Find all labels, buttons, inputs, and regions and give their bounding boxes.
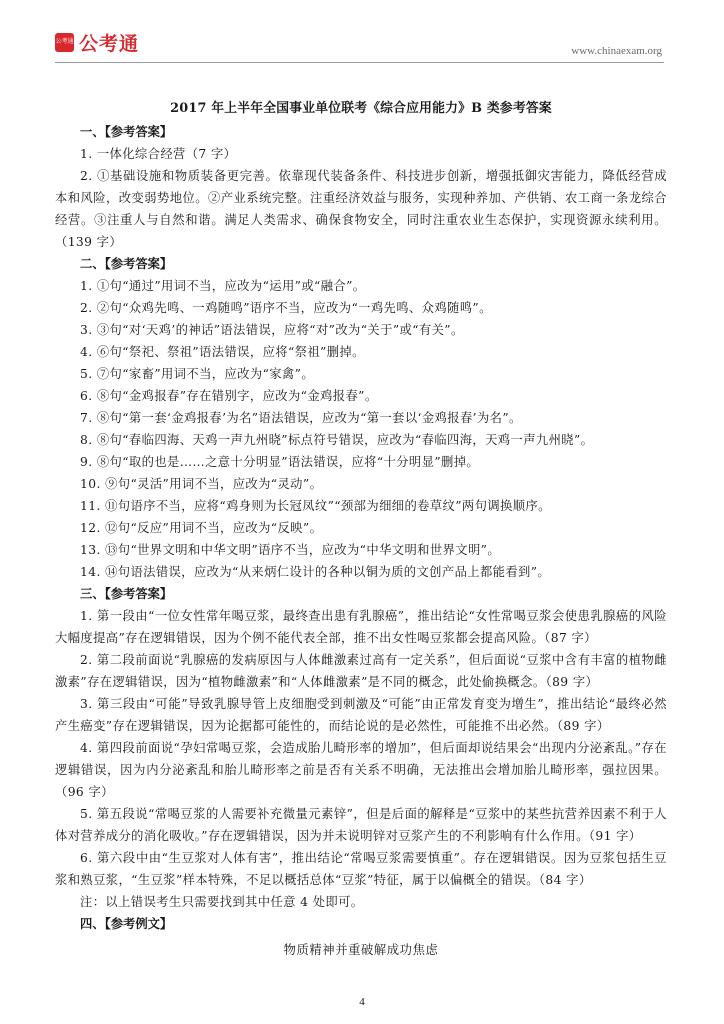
logo-icon: [55, 33, 74, 52]
document-title: 2017 年上半年全国事业单位联考《综合应用能力》B 类参考答案: [170, 101, 552, 116]
section-2-item: 5. ⑦句“家畜”用词不当，应改为“家禽”。: [80, 367, 315, 381]
section-3-answer-4: 4. 第四段前面说“孕妇常喝豆浆，会造成胎儿畸形率的增加”，但后面却说结果会“出现内分泌紊乱。”存在逻辑错误，因为内分泌紊乱和胎儿畸形率之前是否有关系不明确，无法推出会增加胎儿畸形率，强拉因果。（96 字）: [55, 741, 667, 799]
section-3-answer-2: 2. 第二段前面说“乳腺癌的发病原因与人体雌激素过高有一定关系”，但后面说“豆浆中含有丰富的植物雌激素”存在逻辑错误，因为“植物雌激素”和“人体雌激素”是不同的概念，此处偷换概念。（89 字）: [55, 653, 667, 689]
page-number: 4: [359, 996, 365, 1008]
section-2-item: 3. ③句“对‘天鸡’的神话”语法错误，应将“对”改为“关于”或“有关”。: [80, 323, 464, 337]
section-3-answer-1: 1. 第一段由“一位女性常年喝豆浆，最终查出患有乳腺癌”，推出结论“女性常喝豆浆会使患乳腺癌的风险大幅度提高”存在逻辑错误，因为个例不能代表全部，推不出女性喝豆浆都会提高风险。（87 字）: [55, 609, 667, 645]
page-header: [0, 0, 724, 66]
section-2-item: 2. ②句“众鸡先鸣、一鸡随鸣”语序不当，应改为“一鸡先鸣、众鸡随鸣”。: [80, 301, 492, 315]
section-2-item: 13. ⑬句“世界文明和中华文明”语序不当，应改为“中华文明和世界文明”。: [80, 543, 501, 557]
section-3-answer-3: 3. 第三段由“可能”导致乳腺导管上皮细胞受到刺激及“可能”由正常发育变为增生”，推出结论“最终必然产生癌变”存在逻辑错误，因为论据都可能性的，而结论说的是必然性，可能推不出必然。（89 字）: [55, 697, 667, 733]
section-3-answer-5: 5. 第五段说“常喝豆浆的人需要补充微量元素锌”，但是后面的解释是“豆浆中的某些抗营养因素不利于人体对营养成分的消化吸收。”存在逻辑错误，因为并未说明锌对豆浆产生的不利影响有什么作用。（91 字）: [55, 807, 667, 843]
section-1-answer-1: 1. 一体化综合经营（7 字）: [80, 147, 237, 161]
section-3-heading: 三、【参考答案】: [80, 586, 173, 601]
logo-text: 公考通: [79, 33, 140, 55]
section-4-heading: 四、【参考例文】: [80, 916, 173, 931]
essay-title: 物质精神并重破解成功焦虑: [283, 943, 439, 957]
section-3-answer-6: 6. 第六段中由“生豆浆对人体有害”，推出结论“常喝豆浆需要慎重”。存在逻辑错误。因为豆浆包括生豆浆和熟豆浆，“生豆浆”样本特殊，不足以概括总体“豆浆”特征，属于以偏概全的错误。（84 字）: [55, 851, 667, 887]
section-2-item: 6. ⑧句“金鸡报春”存在错别字，应改为“金鸡报春”。: [80, 389, 378, 403]
section-2-item: 1. ①句“通过”用词不当，应改为“运用”或“融合”。: [80, 279, 366, 293]
section-2-item: 10. ⑨句“灵活”用词不当，应改为“灵动”。: [80, 477, 323, 491]
section-2-item: 14. ⑭句语法错误，应改为“从来炳仁设计的各种以铜为质的文创产品上都能看到”。: [80, 565, 551, 579]
section-2-item: 11. ⑪句语序不当，应将“鸡身则为长冠凤纹”“颈部为细细的卷草纹”两句调换顺序。: [80, 499, 551, 513]
header-divider: [55, 62, 664, 63]
section-1-heading: 一、【参考答案】: [80, 124, 173, 139]
logo-badge-text: 公考通: [55, 38, 74, 45]
section-1-answer-2: 2. ①基础设施和物质装备更完善。依靠现代装备条件、科技进步创新，增强抵御灾害能力，降低经营成本和风险，改变弱势地位。②产业系统完整。注重经济效益与服务，实现种养加、产供销、农工商一条龙综合经营。③注重人与自然和谐。满足人类需求、确保食物安全，同时注重农业生态保护，实现资源永续利用。（139 字）: [55, 169, 667, 249]
document-body: [55, 97, 667, 961]
section-2-item: 9. ⑧句“取的也是……之意十分明显”语法错误，应将“十分明显”删掉。: [80, 455, 480, 469]
section-2-item: 7. ⑧句“第一套‘金鸡报春’为名”语法错误，应改为“第一套以‘金鸡报春’为名”。: [80, 411, 522, 425]
site-url: www.chinaexam.org: [571, 45, 662, 57]
section-2-heading: 二、【参考答案】: [80, 256, 173, 271]
section-2-item: 12. ⑫句“反应”用词不当，应改为“反映”。: [80, 521, 323, 535]
section-3-note: 注：以上错误考生只需要找到其中任意 4 处即可。: [80, 895, 364, 909]
section-2-item: 4. ⑥句“祭祀、祭祖”语法错误，应将“祭祖”删掉。: [80, 345, 365, 359]
section-2-item: 8. ⑧句“春临四海、天鸡一声九州晓”标点符号错误，应改为“春临四海，天鸡一声九州晓”。: [80, 433, 594, 447]
